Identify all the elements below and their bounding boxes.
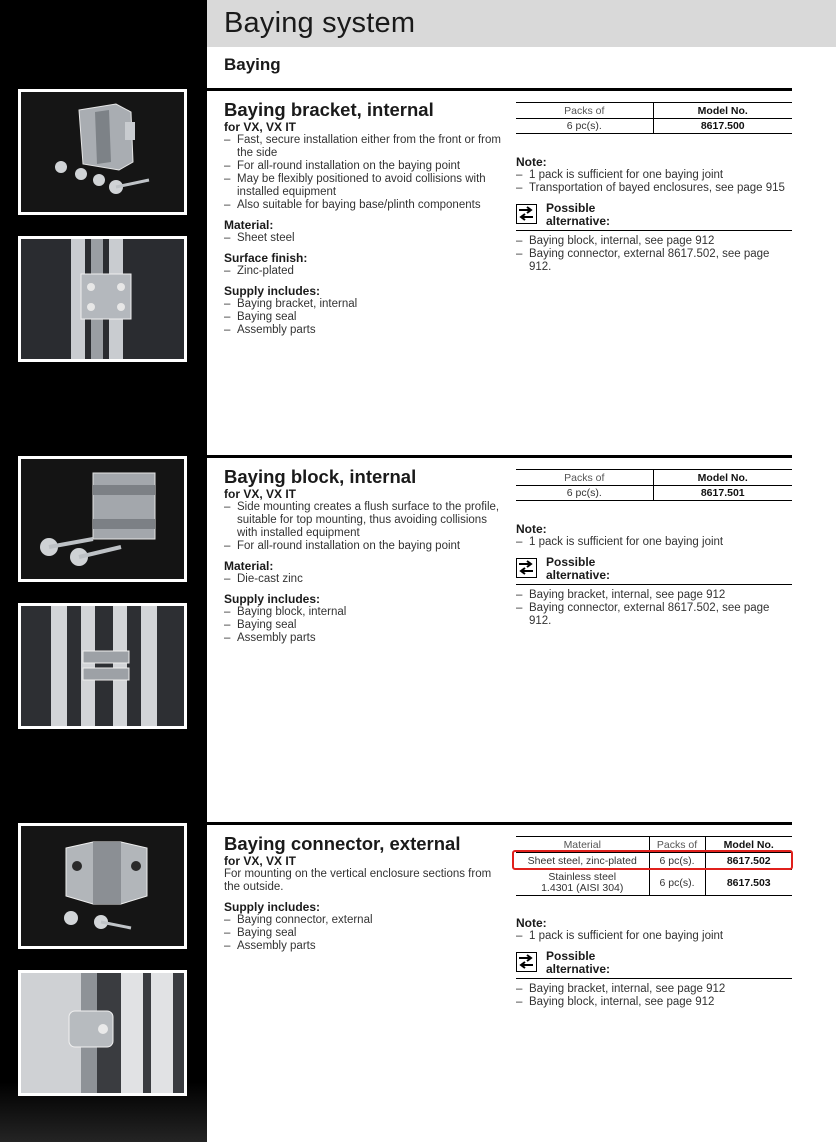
- product-spec-bracket: [516, 102, 792, 274]
- product-for: for VX, VX IT: [224, 487, 297, 501]
- model-number: 8617.500: [653, 119, 792, 134]
- product-photo-bracket-installed: [18, 236, 187, 362]
- spec-table: [516, 102, 792, 134]
- section-divider: [207, 822, 792, 825]
- table-row: [516, 486, 792, 501]
- list-item: – Sheet steel: [224, 232, 504, 245]
- product-photo-bracket: [18, 89, 187, 215]
- column-header: Packs of: [649, 837, 705, 853]
- list-item: – Baying block, internal, see page 912: [516, 235, 792, 248]
- product-for: for VX, VX IT: [224, 854, 297, 868]
- alt-label-1: Possible: [546, 555, 596, 569]
- alt-label-2: alternative:: [546, 568, 611, 582]
- model-number: 8617.501: [653, 486, 792, 501]
- list-item: – Baying seal: [224, 619, 504, 632]
- list-item: – Baying connector, external 8617.502, see page 912.: [516, 602, 792, 628]
- feature-list: [224, 134, 504, 212]
- list-item: – 1 pack is sufficient for one baying joint: [516, 930, 792, 943]
- list-item: – Assembly parts: [224, 324, 504, 337]
- supply-label: Supply includes:: [224, 284, 321, 298]
- list-item: – Baying seal: [224, 927, 504, 940]
- possible-alternative: [516, 555, 792, 585]
- product-description: For mounting on the vertical enclosure sections from the outside.: [224, 868, 492, 893]
- list-item: – Also suitable for baying base/plinth components: [224, 199, 504, 212]
- list-item: – May be flexibly positioned to avoid collisions with installed equipment: [224, 173, 504, 199]
- product-photo-block: [18, 456, 187, 582]
- column-header: Packs of: [516, 103, 653, 119]
- list-item: – Fast, secure installation either from the front or from the side: [224, 134, 504, 160]
- column-header: Model No.: [653, 470, 792, 486]
- product-photo-block-installed: [18, 603, 187, 729]
- supply-label: Supply includes:: [224, 900, 321, 914]
- swap-arrows-icon: [516, 952, 537, 972]
- possible-alternative: [516, 949, 792, 979]
- product-name: Baying block, internal: [224, 466, 417, 487]
- possible-alternative: [516, 201, 792, 231]
- table-row: [516, 119, 792, 134]
- section-divider: [207, 455, 792, 458]
- list-item: – Assembly parts: [224, 940, 504, 953]
- section-divider: [207, 88, 792, 91]
- note-label: Note:: [516, 155, 547, 169]
- material-label: Material:: [224, 559, 274, 573]
- table-cell: Sheet steel, zinc-plated: [516, 853, 649, 870]
- note-label: Note:: [516, 916, 547, 930]
- list-item: – Baying bracket, internal, see page 912: [516, 589, 792, 602]
- spec-table: [516, 469, 792, 501]
- alt-label-2: alternative:: [546, 962, 611, 976]
- list-item: – Baying bracket, internal: [224, 298, 504, 311]
- product-section-bracket: [224, 99, 504, 337]
- model-number: 8617.502: [705, 853, 792, 870]
- swap-arrows-icon: [516, 558, 537, 578]
- list-item: – For all-round installation on the baying point: [224, 160, 504, 173]
- alt-label-2: alternative:: [546, 214, 611, 228]
- page-title: Baying system: [224, 7, 416, 39]
- product-spec-block: [516, 469, 792, 628]
- list-item: – Baying block, internal, see page 912: [516, 996, 792, 1009]
- list-item: – Die-cast zinc: [224, 573, 504, 586]
- note-label: Note:: [516, 522, 547, 536]
- table-cell: 6 pc(s).: [649, 870, 705, 896]
- product-photo-connector: [18, 823, 187, 949]
- photo-sidebar: [0, 0, 207, 1142]
- list-item: – For all-round installation on the baying point: [224, 540, 504, 553]
- column-header: Model No.: [705, 837, 792, 853]
- list-item: – Zinc-plated: [224, 265, 504, 278]
- table-row: [516, 870, 792, 896]
- list-item: – Transportation of bayed enclosures, see page 915: [516, 182, 792, 195]
- table-cell: 6 pc(s).: [649, 853, 705, 870]
- column-header: Packs of: [516, 470, 653, 486]
- product-section-connector: [224, 833, 504, 953]
- column-header: Material: [516, 837, 649, 853]
- product-photo-connector-installed: [18, 970, 187, 1096]
- table-cell: 6 pc(s).: [516, 486, 653, 501]
- list-item: – Baying bracket, internal, see page 912: [516, 983, 792, 996]
- page-header: [207, 0, 836, 47]
- list-item: – 1 pack is sufficient for one baying joint: [516, 536, 792, 549]
- highlight-box: [512, 850, 793, 870]
- supply-label: Supply includes:: [224, 592, 321, 606]
- product-name: Baying connector, external: [224, 833, 461, 854]
- material-label: Material:: [224, 218, 274, 232]
- list-item: – Side mounting creates a flush surface to the profile, suitable for top mounting, thus avoiding collisions with installed equipment: [224, 501, 504, 540]
- swap-arrows-icon: [516, 204, 537, 224]
- list-item: – Baying block, internal: [224, 606, 504, 619]
- list-item: – Baying seal: [224, 311, 504, 324]
- model-number: 8617.503: [705, 870, 792, 896]
- alt-label-1: Possible: [546, 949, 596, 963]
- table-cell: 6 pc(s).: [516, 119, 653, 134]
- product-name: Baying bracket, internal: [224, 99, 434, 120]
- product-for: for VX, VX IT: [224, 120, 297, 134]
- finish-label: Surface finish:: [224, 251, 308, 265]
- list-item: – 1 pack is sufficient for one baying joint: [516, 169, 792, 182]
- product-section-block: [224, 466, 504, 645]
- list-item: – Baying connector, external: [224, 914, 504, 927]
- column-header: Model No.: [653, 103, 792, 119]
- alt-label-1: Possible: [546, 201, 596, 215]
- page-subtitle: Baying: [224, 55, 281, 74]
- list-item: – Assembly parts: [224, 632, 504, 645]
- list-item: – Baying connector, external 8617.502, see page 912.: [516, 248, 792, 274]
- table-cell: Stainless steel 1.4301 (AISI 304): [516, 870, 649, 896]
- feature-list: [224, 501, 504, 553]
